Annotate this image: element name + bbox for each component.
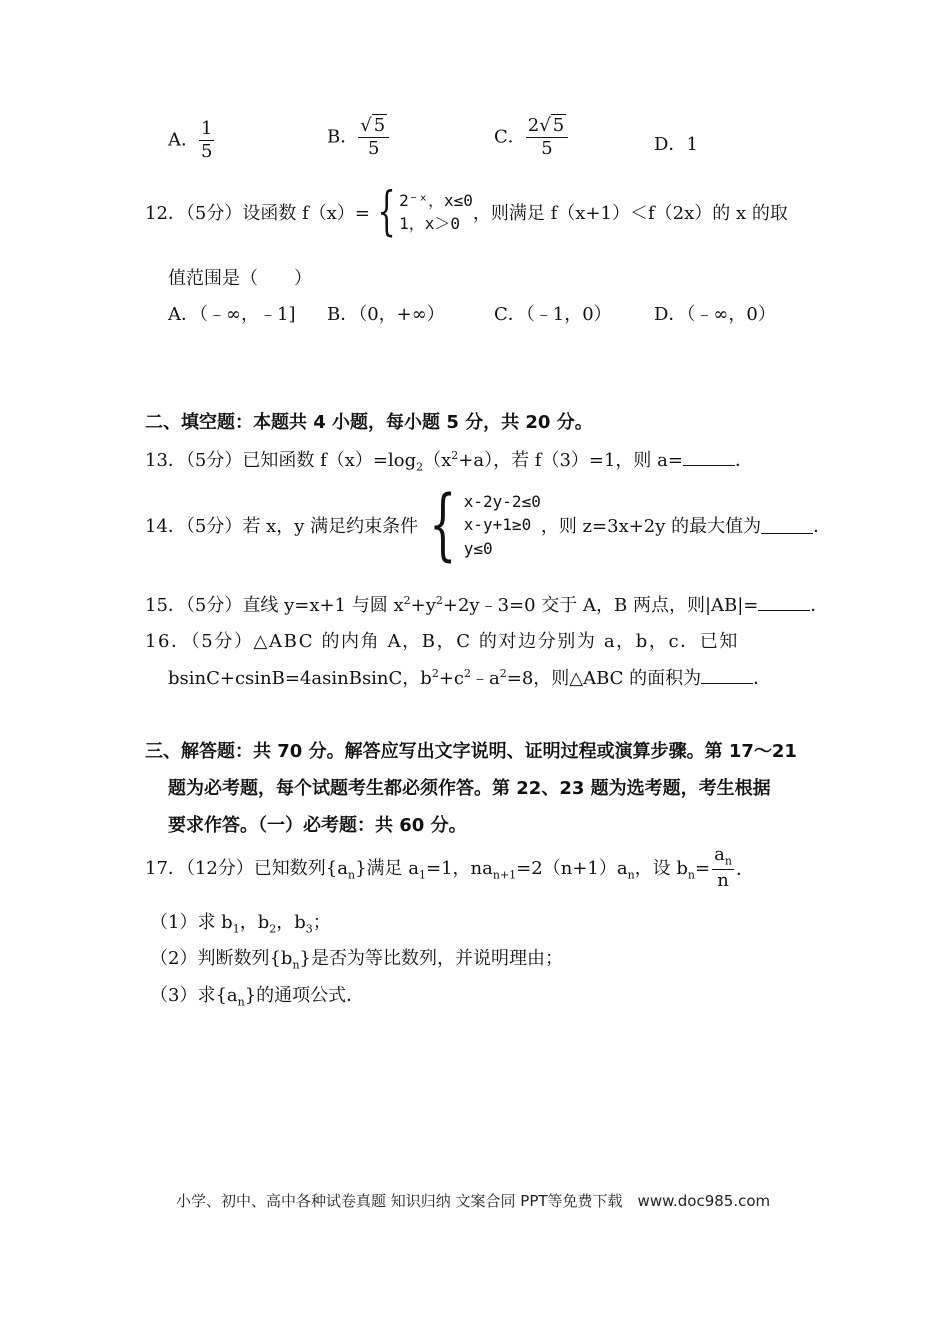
subscript: n bbox=[292, 958, 300, 972]
subscript: 3 bbox=[305, 922, 313, 936]
fraction bbox=[712, 846, 734, 890]
q16-end: ． bbox=[753, 668, 772, 689]
constraint-3: y≤0 bbox=[463, 538, 493, 558]
q17-text: （1）求 b bbox=[150, 912, 233, 933]
q17-text: ，b bbox=[276, 912, 306, 933]
constraints bbox=[464, 490, 541, 560]
answer-blank bbox=[761, 517, 813, 534]
q16-text: +c bbox=[438, 668, 464, 689]
denominator: 5 bbox=[541, 138, 553, 159]
option-label: A． bbox=[168, 129, 199, 151]
radicand: 5 bbox=[373, 115, 386, 136]
superscript: 2 bbox=[403, 594, 411, 607]
q17-text: ，设 b bbox=[634, 858, 688, 879]
q17-end: ． bbox=[735, 858, 754, 880]
q15-text: +2y﹣3=0 交于 A，B 两点，则|AB|= bbox=[442, 595, 759, 616]
sqrt: √ 5 bbox=[539, 115, 565, 136]
subscript: n bbox=[348, 868, 356, 882]
coefficient: 2 bbox=[527, 115, 540, 136]
answer-blank bbox=[683, 449, 735, 466]
case-1: 2⁻ˣ，x≤0 bbox=[399, 190, 473, 210]
section-2-title: 二、填空题：本题共 4 小题，每小题 5 分，共 20 分。 bbox=[145, 412, 593, 433]
constraint-1: x-2y-2≤0 bbox=[463, 492, 541, 512]
superscript: 2 bbox=[431, 667, 439, 680]
q12-option-c: C．（﹣1，0） bbox=[494, 304, 612, 325]
q14 bbox=[145, 480, 832, 570]
constraint-2: x-y+1≥0 bbox=[463, 515, 532, 535]
fraction bbox=[358, 117, 389, 158]
q17-stem bbox=[145, 846, 754, 890]
q13-text: 13．（5分）已知函数 f（x）=log bbox=[145, 450, 417, 471]
numerator bbox=[712, 846, 734, 870]
numerator: 1 bbox=[201, 118, 213, 139]
page-footer: 小学、初中、高中各种试卷真题 知识归纳 文案合同 PPT等免费下载 www.doc985.com bbox=[176, 1192, 771, 1210]
answer-blank bbox=[701, 667, 753, 684]
fraction bbox=[199, 120, 214, 161]
superscript: 2 bbox=[499, 667, 507, 680]
superscript: 2 bbox=[464, 667, 471, 680]
q17-text: =2（n+1）a bbox=[516, 858, 628, 879]
q17-text: =1，na bbox=[426, 858, 493, 879]
subscript: 2 bbox=[269, 922, 277, 936]
denominator: n bbox=[717, 869, 729, 891]
piecewise-cases bbox=[399, 189, 473, 235]
q17-text: （2）判断数列{b bbox=[150, 948, 293, 969]
q12-line2: 值范围是（ ） bbox=[168, 268, 312, 289]
q17-text: = bbox=[695, 858, 711, 879]
numerator-base: a bbox=[714, 844, 725, 865]
q17-text: }是否为等比数列，并说明理由； bbox=[299, 948, 563, 969]
subscript: 2 bbox=[416, 460, 424, 474]
q11-option-a bbox=[168, 120, 214, 161]
subscript: n bbox=[237, 995, 245, 1009]
q11-option-c bbox=[494, 117, 568, 158]
subscript: n+1 bbox=[492, 868, 517, 882]
section-3-line2: 题为必考题，每个试题考生都必须作答。第 22、23 题为选考题，考生根据 bbox=[168, 778, 771, 799]
q12-stem bbox=[145, 182, 788, 242]
numerator bbox=[358, 117, 389, 138]
q17-part1 bbox=[150, 908, 331, 936]
q12-suffix: ，则满足 f（x+1）＜f（2x）的 x 的取 bbox=[472, 203, 788, 224]
case-2: 1，x＞0 bbox=[399, 214, 460, 233]
section-3-line3: 要求作答。（一）必考题：共 60 分。 bbox=[168, 815, 467, 836]
q12-option-a: A．（﹣∞，﹣1] bbox=[168, 304, 296, 325]
subscript: 1 bbox=[419, 868, 426, 882]
q17-text: ，b bbox=[239, 912, 270, 933]
q16-text: ﹣a bbox=[471, 668, 500, 689]
q17-part3 bbox=[150, 981, 364, 1009]
denominator: 5 bbox=[201, 141, 213, 162]
superscript: 2 bbox=[451, 449, 459, 462]
q14-end: ． bbox=[813, 516, 832, 537]
piecewise-function bbox=[370, 182, 473, 242]
q13-text: （x bbox=[423, 450, 452, 471]
q16-text: bsinC+csinB=4asinBsinC，b bbox=[168, 668, 432, 689]
constraint-system bbox=[418, 480, 541, 570]
denominator: 5 bbox=[367, 138, 380, 159]
q17-text: }的通项公式． bbox=[244, 985, 365, 1006]
q12-prefix: 12．（5分）设函数 f（x）= bbox=[145, 203, 370, 224]
q17-text: （3）求{a bbox=[150, 985, 238, 1006]
subscript: n bbox=[724, 854, 732, 868]
q13 bbox=[145, 446, 753, 474]
q12-option-d: D．（﹣∞，0） bbox=[654, 304, 776, 325]
q17-text: }满足 a bbox=[355, 858, 419, 879]
left-brace: { bbox=[377, 182, 396, 242]
q16-text: =8，则△ABC 的面积为 bbox=[506, 668, 702, 689]
q15-text: 15．（5分）直线 y=x+1 与圆 x bbox=[145, 595, 404, 616]
left-brace: { bbox=[429, 480, 457, 570]
subscript: n bbox=[687, 868, 696, 882]
q17-text: 17．（12分）已知数列{a bbox=[145, 858, 348, 879]
option-label: D． bbox=[654, 134, 687, 155]
numerator bbox=[526, 117, 568, 138]
q15-text: +y bbox=[410, 595, 436, 616]
fraction bbox=[526, 117, 568, 158]
q17-text: ； bbox=[312, 912, 331, 933]
q11-option-d bbox=[654, 130, 698, 156]
q12-option-b: B．（0，+∞） bbox=[327, 304, 445, 325]
q16-line2 bbox=[168, 664, 771, 690]
q14-suffix: ，则 z=3x+2y 的最大值为 bbox=[540, 516, 762, 537]
q15-end: ． bbox=[810, 595, 829, 616]
q15 bbox=[145, 591, 828, 617]
subscript: n bbox=[627, 868, 635, 882]
option-value: 1 bbox=[686, 134, 698, 155]
q14-prefix: 14．（5分）若 x，y 满足约束条件 bbox=[145, 516, 419, 537]
q13-end: ． bbox=[734, 450, 753, 471]
q13-text: +a），若 f（3）=1，则 a= bbox=[458, 450, 683, 471]
q17-part2 bbox=[150, 944, 563, 972]
radicand: 5 bbox=[552, 115, 565, 136]
option-label: B． bbox=[327, 126, 359, 148]
superscript: 2 bbox=[435, 594, 443, 607]
option-label: C． bbox=[494, 126, 526, 148]
sqrt: √ 5 bbox=[360, 115, 386, 136]
q11-option-b bbox=[327, 117, 389, 158]
section-3-line1: 三、解答题：共 70 分。解答应写出文字说明、证明过程或演算步骤。第 17～21 bbox=[145, 741, 797, 762]
q16-line1: 16．（5分）△ABC 的内角 A，B，C 的对边分别为 a，b，c．已知 bbox=[145, 631, 739, 652]
answer-blank bbox=[758, 594, 810, 611]
subscript: 1 bbox=[232, 922, 240, 936]
